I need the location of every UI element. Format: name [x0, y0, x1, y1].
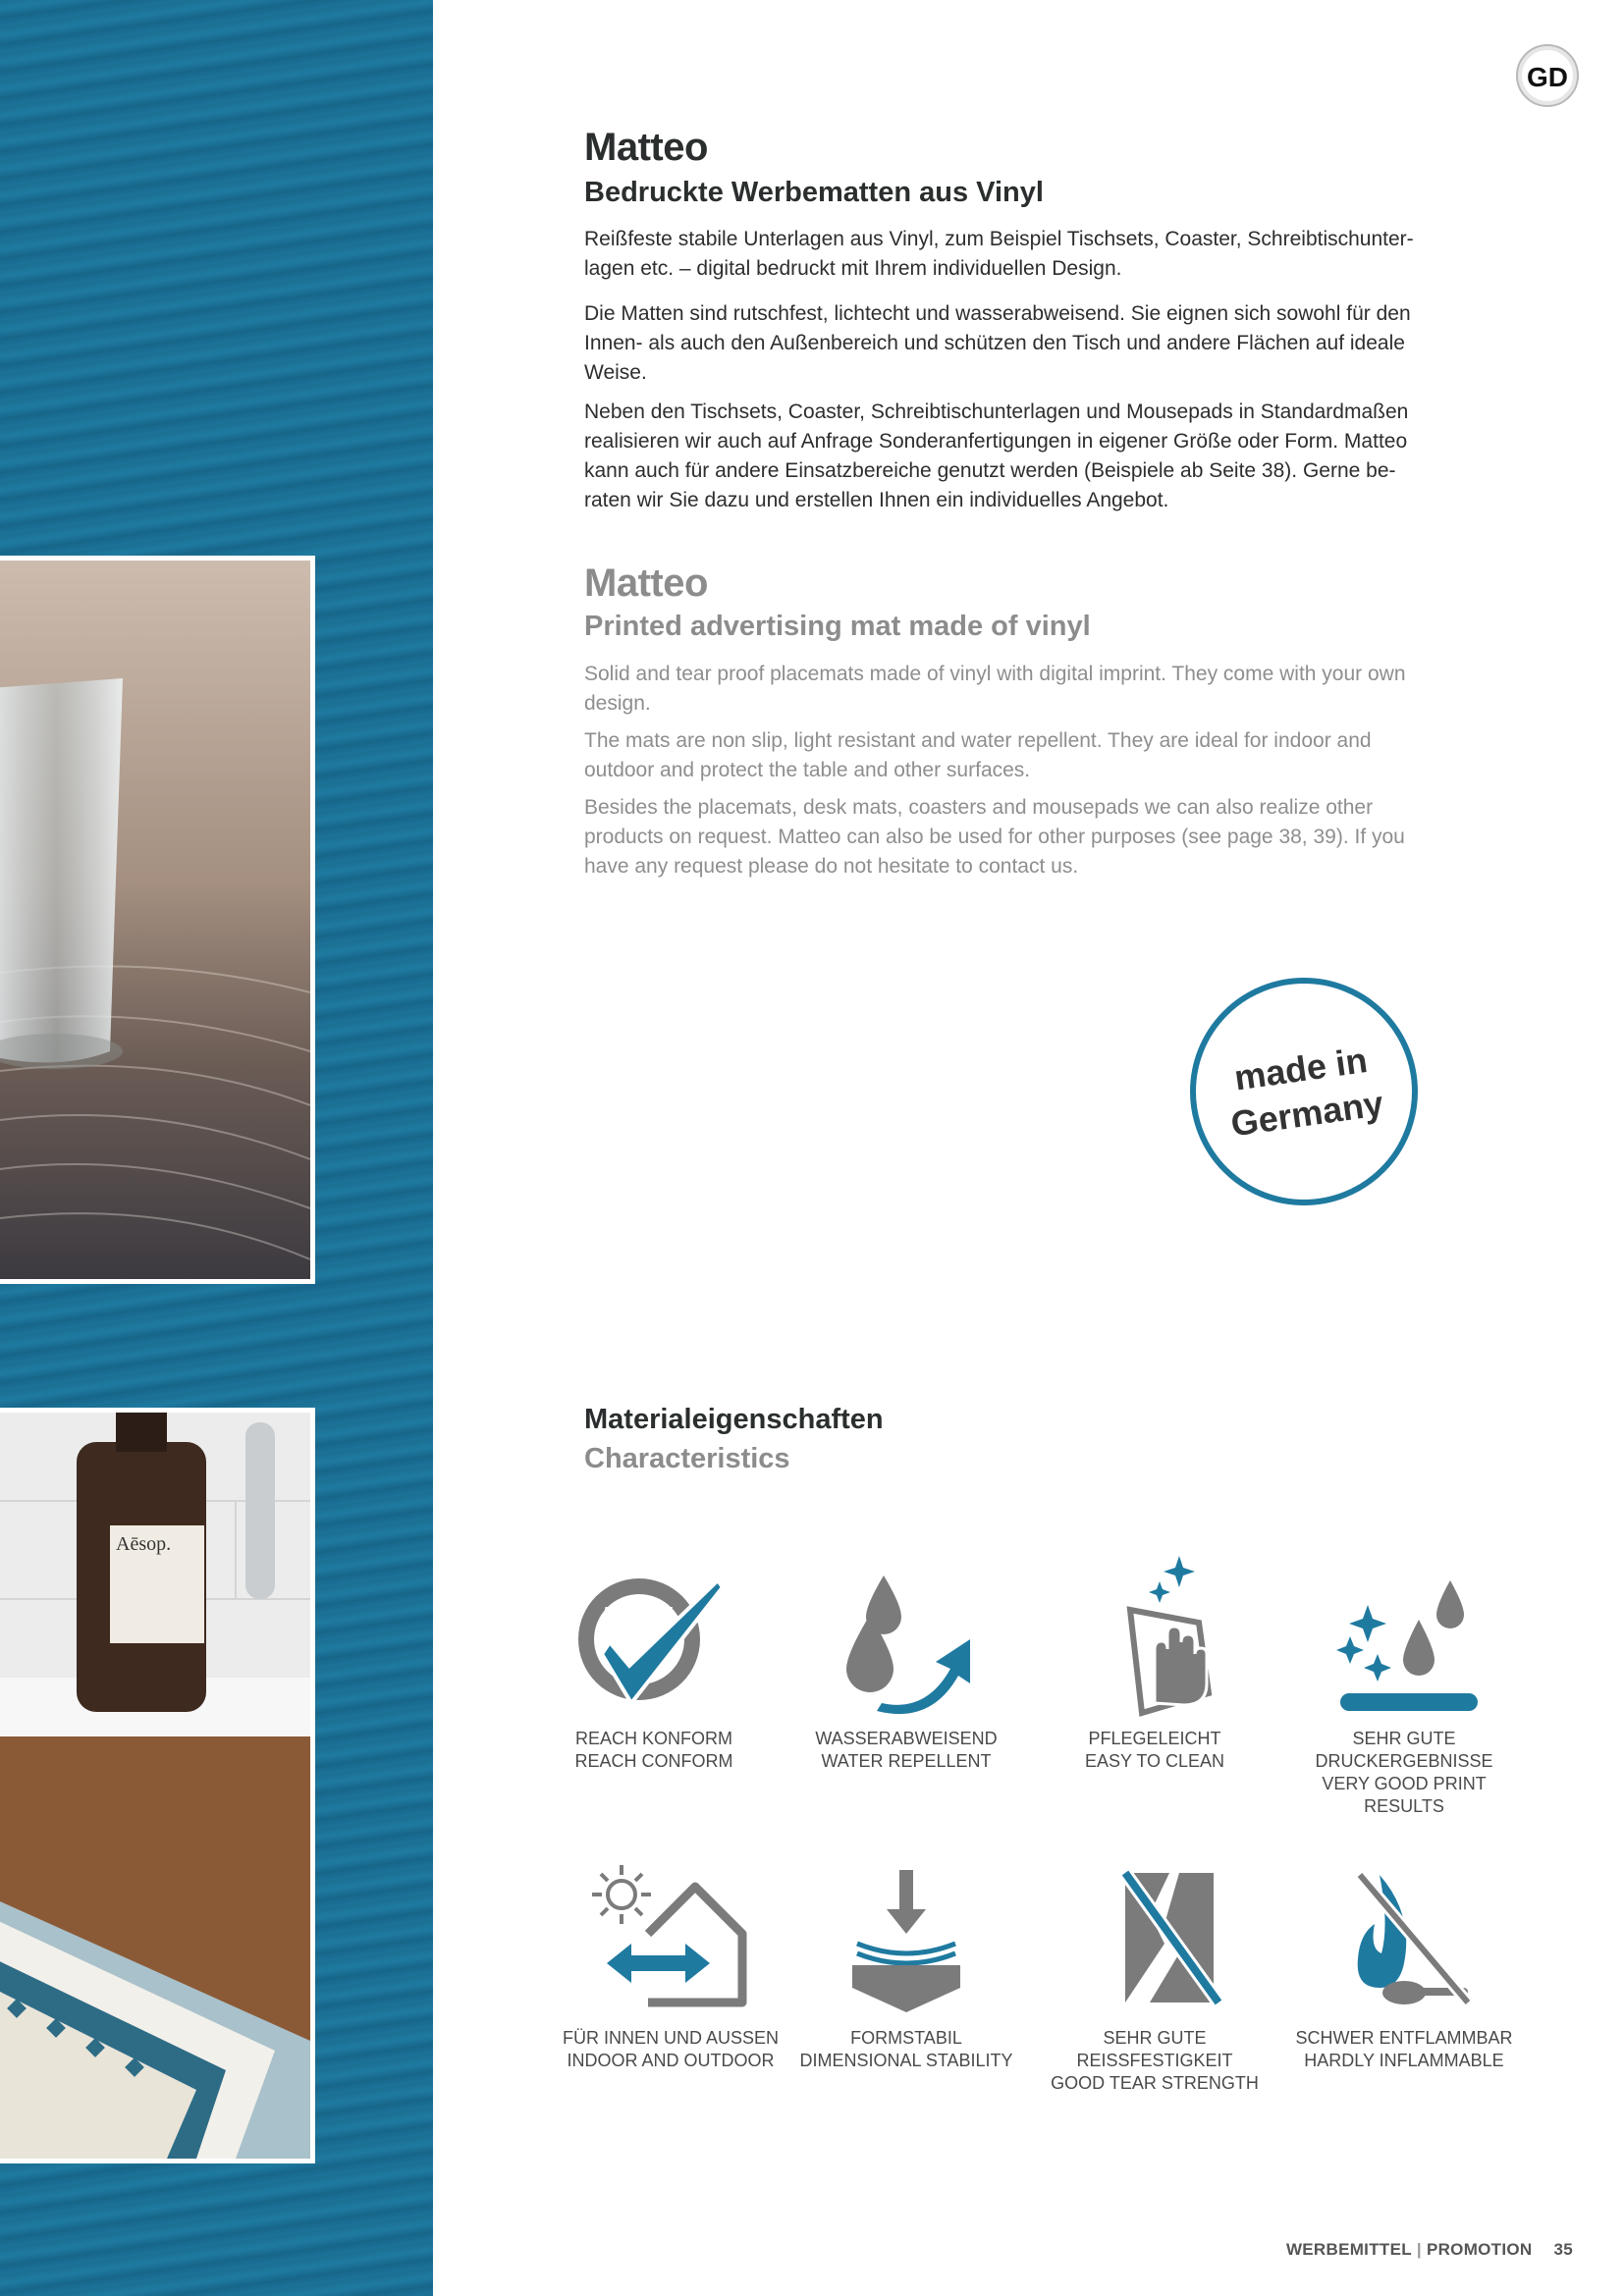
- english-paragraph-3: Besides the placemats, desk mats, coasters and mousepads we can also realize other products on request. Matteo can also be used for other purposes (see page 38, 39). If you have any request please do not hesitate to contact us.: [584, 796, 1405, 878]
- page-number: 35: [1553, 2240, 1573, 2259]
- feature-label-de: FORMSTABIL: [850, 2028, 962, 2048]
- feature-label-en: EASY TO CLEAN: [1084, 1751, 1225, 1771]
- feature-label-de: SCHWER ENTFLAMMBAR: [1295, 2028, 1513, 2048]
- english-paragraph-2: The mats are non slip, light resistant and water repellent. They are ideal for indoor and outdoor and protect the table and other surfaces.: [584, 729, 1372, 781]
- german-subtitle: Bedruckte Werbematten aus Vinyl: [584, 177, 1044, 208]
- photo-bathroom-mat: [0, 1408, 315, 2163]
- reach-check-icon: [570, 1556, 737, 1728]
- feature-label-en: GOOD TEAR STRENGTH: [1051, 2073, 1259, 2093]
- feature-label-de: SEHR GUTE REISSFESTIGKEIT: [1076, 2028, 1233, 2070]
- footer-section: WERBEMITTEL: [1285, 2240, 1412, 2259]
- feature-indoor-outdoor: [553, 1855, 788, 2072]
- flame-retardant-icon: [1321, 1855, 1488, 2027]
- bathroom-mat-illustration: [0, 1413, 310, 2159]
- english-paragraph-1: Solid and tear proof placemats made of vinyl with digital imprint. They come with your own design.: [584, 663, 1406, 715]
- characteristics-title-de: Materialeigenschaften: [584, 1404, 884, 1435]
- german-paragraph-2: Die Matten sind rutschfest, lichtecht und wasserabweisend. Sie eignen sich sowohl für den Innen- als auch den Außenbereich und schützen den Tisch und andere Flächen auf ideale Weise.: [584, 302, 1411, 384]
- reach-text: REACH: [602, 1604, 673, 1626]
- german-title: Matteo: [584, 126, 708, 169]
- feature-label-en: DIMENSIONAL STABILITY: [799, 2051, 1013, 2070]
- feature-easy-clean: [1037, 1556, 1272, 1773]
- feature-label-de: PFLEGELEICHT: [1088, 1729, 1221, 1748]
- feature-label-en: WATER REPELLENT: [821, 1751, 992, 1771]
- made-in-germany-badge: [1190, 978, 1418, 1205]
- feature-label-de: REACH KONFORM: [574, 1729, 732, 1748]
- water-repellent-icon: [823, 1556, 990, 1728]
- footer-category: PROMOTION: [1426, 2240, 1533, 2259]
- indoor-outdoor-icon: [587, 1855, 754, 2027]
- tear-strength-icon: [1071, 1855, 1238, 2027]
- feature-reach: [536, 1556, 772, 1773]
- feature-label-de: FÜR INNEN UND AUSSEN: [562, 2028, 780, 2048]
- feature-tear-strength: [1037, 1855, 1272, 2095]
- english-title: Matteo: [584, 561, 708, 605]
- feature-label-en: INDOOR AND OUTDOOR: [567, 2051, 775, 2070]
- feature-label-en: REACH CONFORM: [574, 1751, 733, 1771]
- product-label-text: Aēsop.: [116, 1533, 172, 1555]
- feature-flame-retardant: [1286, 1855, 1522, 2072]
- english-subtitle: Printed advertising mat made of vinyl: [584, 611, 1091, 642]
- characteristics-title-en: Characteristics: [584, 1443, 790, 1474]
- feature-label-de: WASSERABWEISEND: [815, 1729, 998, 1748]
- feature-water-repellent: [788, 1556, 1024, 1773]
- logo-text: GD: [1527, 62, 1568, 92]
- water-glass-illustration: [0, 561, 310, 1279]
- feature-label-de: SEHR GUTE DRUCKERGEBNISSE: [1315, 1729, 1493, 1771]
- german-paragraph-3: Neben den Tischsets, Coaster, Schreibtischunterlagen und Mousepads in Standardmaßen realisieren wir auch auf Anfrage Sonderanfertigungen in eigener Größe oder Form. Matteo kann auch für andere Einsatzbereiche genutzt werden (Beispiele ab Seite 38). Gerne be-raten wir Sie dazu und erstellen Ihnen ein individuelles Angebot.: [584, 400, 1409, 511]
- dimensional-stability-icon: [823, 1855, 990, 2027]
- page-footer: [1286, 2240, 1573, 2260]
- photo-water-glass: [0, 556, 315, 1284]
- feature-dimensional-stability: [788, 1855, 1024, 2072]
- feature-label-en: VERY GOOD PRINT RESULTS: [1322, 1774, 1487, 1816]
- print-results-icon: [1321, 1556, 1488, 1728]
- badge-line-1: made in: [1231, 1039, 1370, 1098]
- german-paragraph-1: Reißfeste stabile Unterlagen aus Vinyl, zum Beispiel Tischsets, Coaster, Schreibtischunter-lagen etc. – digital bedruckt mit Ihrem individuellen Design.: [584, 228, 1414, 280]
- company-logo: [1515, 43, 1580, 108]
- feature-label-en: HARDLY INFLAMMABLE: [1304, 2051, 1504, 2070]
- feature-print-results: [1286, 1556, 1522, 1818]
- easy-clean-icon: [1071, 1556, 1238, 1728]
- badge-line-2: Germany: [1227, 1083, 1386, 1145]
- footer-separator: |: [1416, 2240, 1422, 2259]
